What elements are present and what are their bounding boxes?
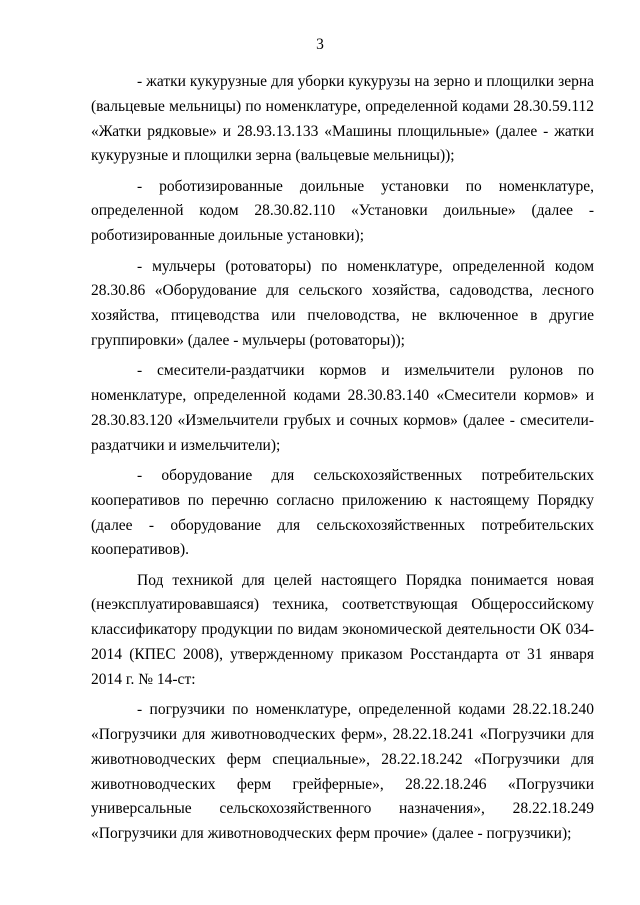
page-number: 3 [316,36,324,53]
paragraph-robotic-milking: - роботизированные доильные установки по номенклатуре, определенной кодом 28.30.82.110 «Установки доильные» (далее - роботизированные доильные установки); [91,177,594,245]
paragraph-feed-mixers: - смесители-раздатчики кормов и измельчители рулонов по номенклатуре, определенной кодами 28.30.83.140 «Смесители кормов» и 28.30.83.120 «Измельчители грубых и сочных кормов» (далее - смесители-раздатчики и измельчители); [91,362,594,454]
paragraph-corn-headers: - жатки кукурузные для уборки кукурузы на зерно и площилки зерна (вальцевые мельницы) по номенклатуре, определенной кодами 28.30.59.112 «Жатки рядковые» и 28.93.13.133 «Машины площильные» (далее - жатки кукурузные и площилки зерна (вальцевые мельницы)); [91,73,594,165]
document-body [91,70,594,847]
paragraph-mulchers: - мульчеры (ротоваторы) по номенклатуре, определенной кодом 28.30.86 «Оборудование для сельского хозяйства, садоводства, лесного хозяйства, птицеводства или пчеловодства, не включенное в другие группировки» (далее - мульчеры (ротоваторы)); [91,257,594,349]
paragraph-equipment-definition: Под техникой для целей настоящего Порядка понимается новая (неэксплуатировавшаяся) техника, соответствующая Общероссийскому классификатору продукции по видам экономической деятельности ОК 034-2014 (КПЕС 2008), утвержденному приказом Росстандарта от 31 января 2014 г. № 14-ст: [91,571,594,688]
paragraph-loaders: - погрузчики по номенклатуре, определенной кодами 28.22.18.240 «Погрузчики для животноводческих ферм», 28.22.18.241 «Погрузчики для животноводческих ферм специальные», 28.22.18.242 «Погрузчики для животноводческих ферм грейферные», 28.22.18.246 «Погрузчики универсальные сельскохозяйственного назначения», 28.22.18.249 «Погрузчики для животноводческих ферм прочие» (далее - погрузчики); [91,701,594,843]
paragraph-cooperative-equipment: - оборудование для сельскохозяйственных потребительских кооперативов по перечню согласно приложению к настоящему Порядку (далее - оборудование для сельскохозяйственных потребительских кооперативов). [91,466,594,559]
